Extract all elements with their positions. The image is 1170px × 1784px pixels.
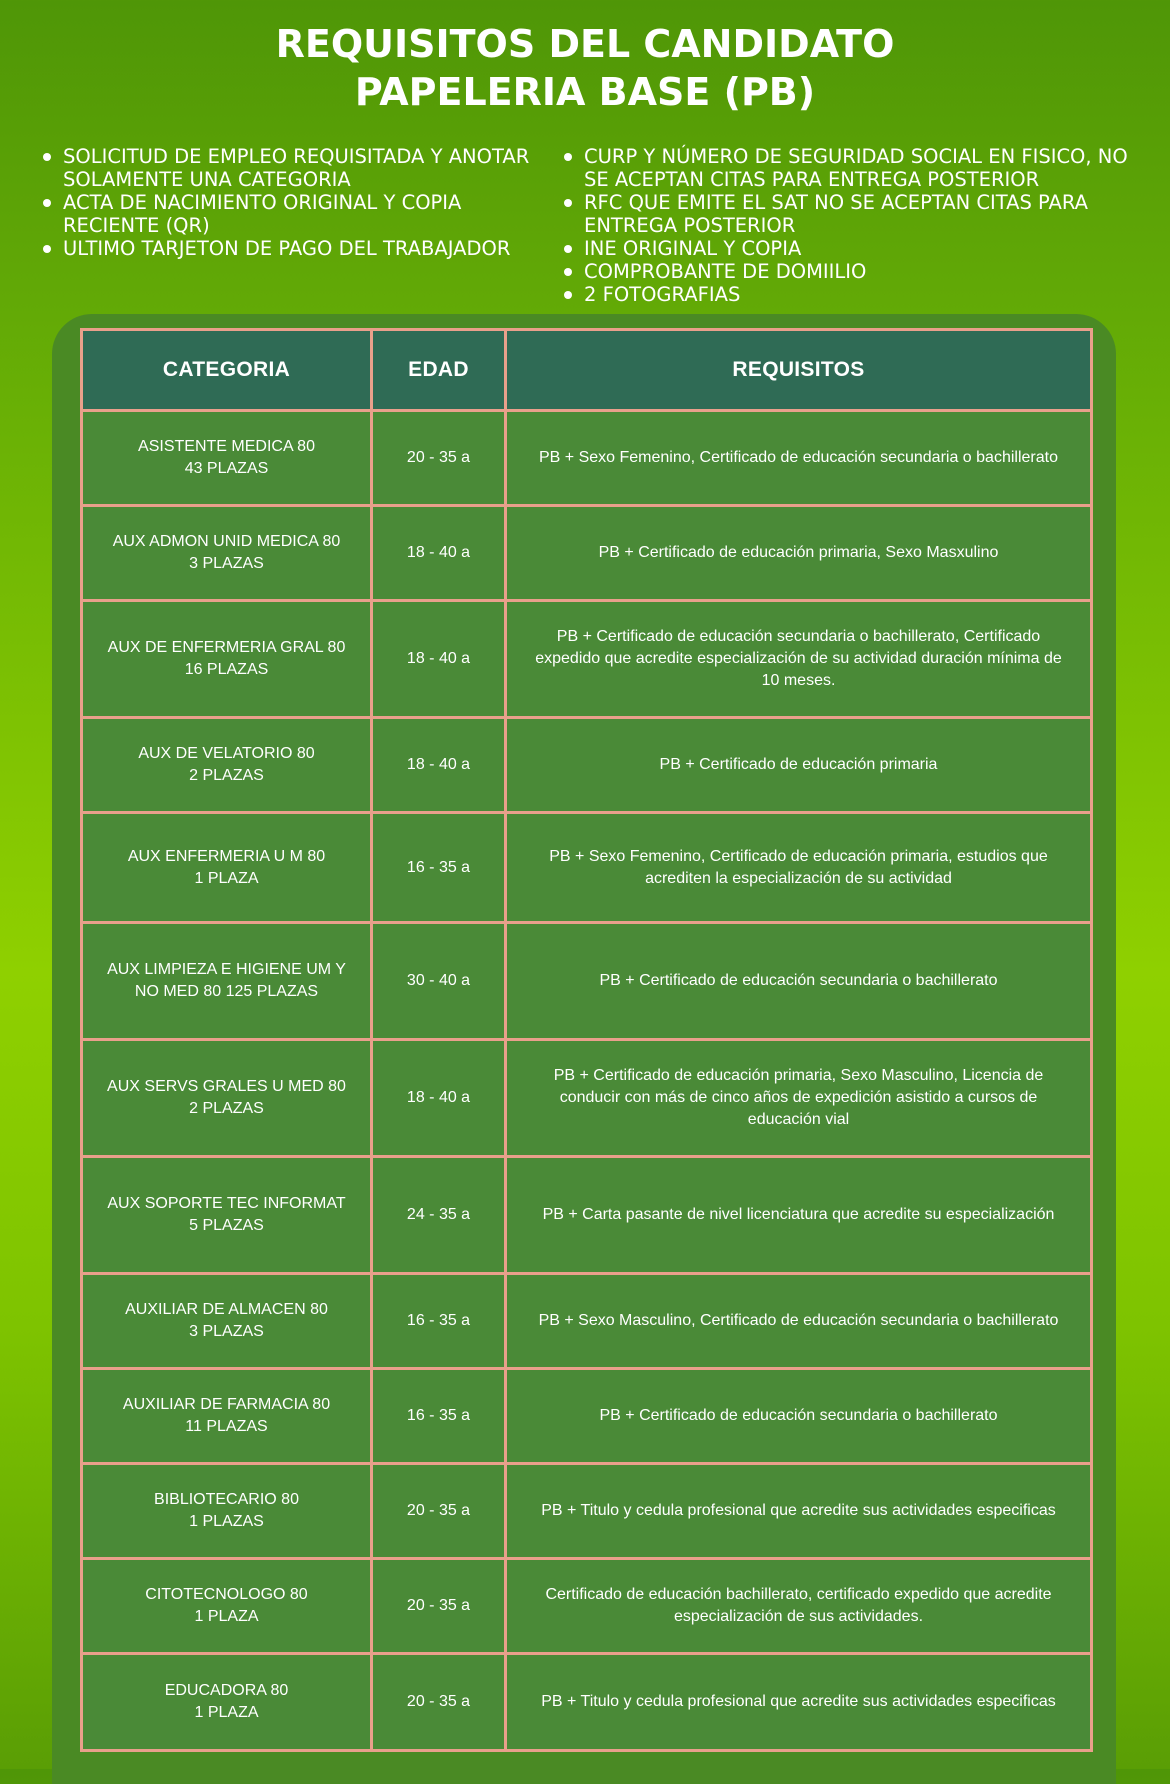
cell-category [82,1040,372,1157]
table-row [82,1157,1092,1274]
cell-requirements: PB + Certificado de educación primaria, Sexo Masculino, Licencia de conducir con más de cinco años de expedición asistido a cursos de educación vial [506,1040,1092,1157]
cell-age: 16 - 35 a [372,1274,506,1369]
requirement-item: COMPROBANTE DE DOMIILIO [562,260,1132,283]
category-places: 1 PLAZA [194,1704,259,1721]
requirement-item: SOLICITUD DE EMPLEO REQUISITADA Y ANOTAR SOLAMENTE UNA CATEGORIA [41,145,541,191]
category-name: BIBLIOTECARIO 80 [154,1491,299,1508]
table-row [82,1040,1092,1157]
column-header-requirements: REQUISITOS [506,330,1092,411]
category-name: CITOTECNOLOGO 80 [145,1586,308,1603]
cell-category [82,1464,372,1559]
cell-requirements: PB + Certificado de educación primaria, Sexo Masxulino [506,506,1092,601]
category-name: ASISTENTE MEDICA 80 [138,438,315,455]
cell-age: 18 - 40 a [372,1040,506,1157]
table-row [82,1464,1092,1559]
cell-requirements: PB + Certificado de educación secundaria o bachillerato, Certificado expedido que acredite especialización de su actividad duración mínima de 10 meses. [506,601,1092,718]
cell-age: 18 - 40 a [372,506,506,601]
category-places: 11 PLAZAS [185,1418,268,1435]
cell-requirements: PB + Titulo y cedula profesional que acredite sus actividades especificas [506,1654,1092,1751]
cell-category [82,1559,372,1654]
category-name: AUX SERVS GRALES U MED 80 [107,1078,346,1095]
cell-age: 20 - 35 a [372,411,506,506]
table-row [82,1274,1092,1369]
category-name: EDUCADORA 80 [164,1682,289,1699]
table-row [82,1369,1092,1464]
column-header-age: EDAD [372,330,506,411]
category-places: NO MED 80 125 PLAZAS [134,983,319,1000]
requirement-item: INE ORIGINAL Y COPIA [562,237,1132,260]
category-name: AUX ADMON UNID MEDICA 80 [112,533,341,550]
cell-category [82,1654,372,1751]
column-header-category: CATEGORIA [82,330,372,411]
category-name: AUX DE ENFERMERIA GRAL 80 [107,639,346,656]
category-places: 1 PLAZA [194,869,259,887]
cell-category [82,601,372,718]
requirement-item: CURP Y NÚMERO DE SEGURIDAD SOCIAL EN FISICO, NO SE ACEPTAN CITAS PARA ENTREGA POSTERIOR [562,145,1132,191]
table-header-row [82,330,1092,411]
cell-category [82,813,372,923]
cell-age: 20 - 35 a [372,1559,506,1654]
category-name: AUX LIMPIEZA E HIGIENE UM Y [107,961,346,978]
requirements-list-left [41,145,541,260]
table-row [82,601,1092,718]
requirements-list-right [562,145,1132,306]
cell-category [82,1369,372,1464]
cell-requirements: Certificado de educación bachillerato, certificado expedido que acredite especialización de sus actividades. [506,1559,1092,1654]
page-title [0,20,1170,116]
cell-age: 20 - 35 a [372,1654,506,1751]
requirement-item: ACTA DE NACIMIENTO ORIGINAL Y COPIA RECIENTE (QR) [41,191,541,237]
category-places: 3 PLAZAS [189,555,264,572]
category-places: 5 PLAZAS [189,1217,264,1234]
requirement-item: RFC QUE EMITE EL SAT NO SE ACEPTAN CITAS PARA ENTREGA POSTERIOR [562,191,1132,237]
cell-age: 24 - 35 a [372,1157,506,1274]
cell-requirements: PB + Titulo y cedula profesional que acredite sus actividades especificas [506,1464,1092,1559]
cell-age: 18 - 40 a [372,601,506,718]
cell-age: 16 - 35 a [372,1369,506,1464]
requirements-table [80,328,1093,1752]
cell-requirements: PB + Certificado de educación secundaria o bachillerato [506,1369,1092,1464]
category-places: 2 PLAZAS [189,767,264,784]
cell-requirements: PB + Certificado de educación primaria [506,718,1092,813]
cell-requirements: PB + Sexo Femenino, Certificado de educación primaria, estudios que acrediten la especialización de su actividad [506,813,1092,923]
category-places: 2 PLAZAS [189,1100,264,1117]
category-name: AUX DE VELATORIO 80 [138,745,315,762]
cell-category [82,718,372,813]
cell-category [82,411,372,506]
table-row [82,506,1092,601]
title-line-1: REQUISITOS DEL CANDIDATO [275,22,895,66]
requirement-item: 2 FOTOGRAFIAS [562,283,1132,306]
category-places: 16 PLAZAS [184,661,269,678]
cell-age: 18 - 40 a [372,718,506,813]
table-row [82,923,1092,1040]
table-row [82,411,1092,506]
cell-requirements: PB + Sexo Femenino, Certificado de educación secundaria o bachillerato [506,411,1092,506]
category-name: AUX SOPORTE TEC INFORMAT [107,1195,346,1212]
title-line-2: PAPELERIA BASE (PB) [354,70,816,114]
table-row [82,813,1092,923]
cell-category [82,923,372,1040]
requirement-item: ULTIMO TARJETON DE PAGO DEL TRABAJADOR [41,237,541,260]
category-name: AUX ENFERMERIA U M 80 [127,847,326,865]
category-places: 1 PLAZAS [189,1513,264,1530]
category-places: 1 PLAZA [194,1608,259,1625]
cell-age: 30 - 40 a [372,923,506,1040]
table-row [82,1559,1092,1654]
cell-category [82,506,372,601]
cell-category [82,1157,372,1274]
cell-requirements: PB + Certificado de educación secundaria o bachillerato [506,923,1092,1040]
category-places: 43 PLAZAS [184,460,269,477]
cell-age: 20 - 35 a [372,1464,506,1559]
category-places: 3 PLAZAS [189,1323,264,1340]
cell-requirements: PB + Carta pasante de nivel licenciatura que acredite su especialización [506,1157,1092,1274]
category-name: AUXILIAR DE FARMACIA 80 [122,1396,331,1413]
table-row [82,1654,1092,1751]
cell-age: 16 - 35 a [372,813,506,923]
cell-requirements: PB + Sexo Masculino, Certificado de educación secundaria o bachillerato [506,1274,1092,1369]
category-name: AUXILIAR DE ALMACEN 80 [125,1301,328,1318]
table-row [82,718,1092,813]
cell-category [82,1274,372,1369]
